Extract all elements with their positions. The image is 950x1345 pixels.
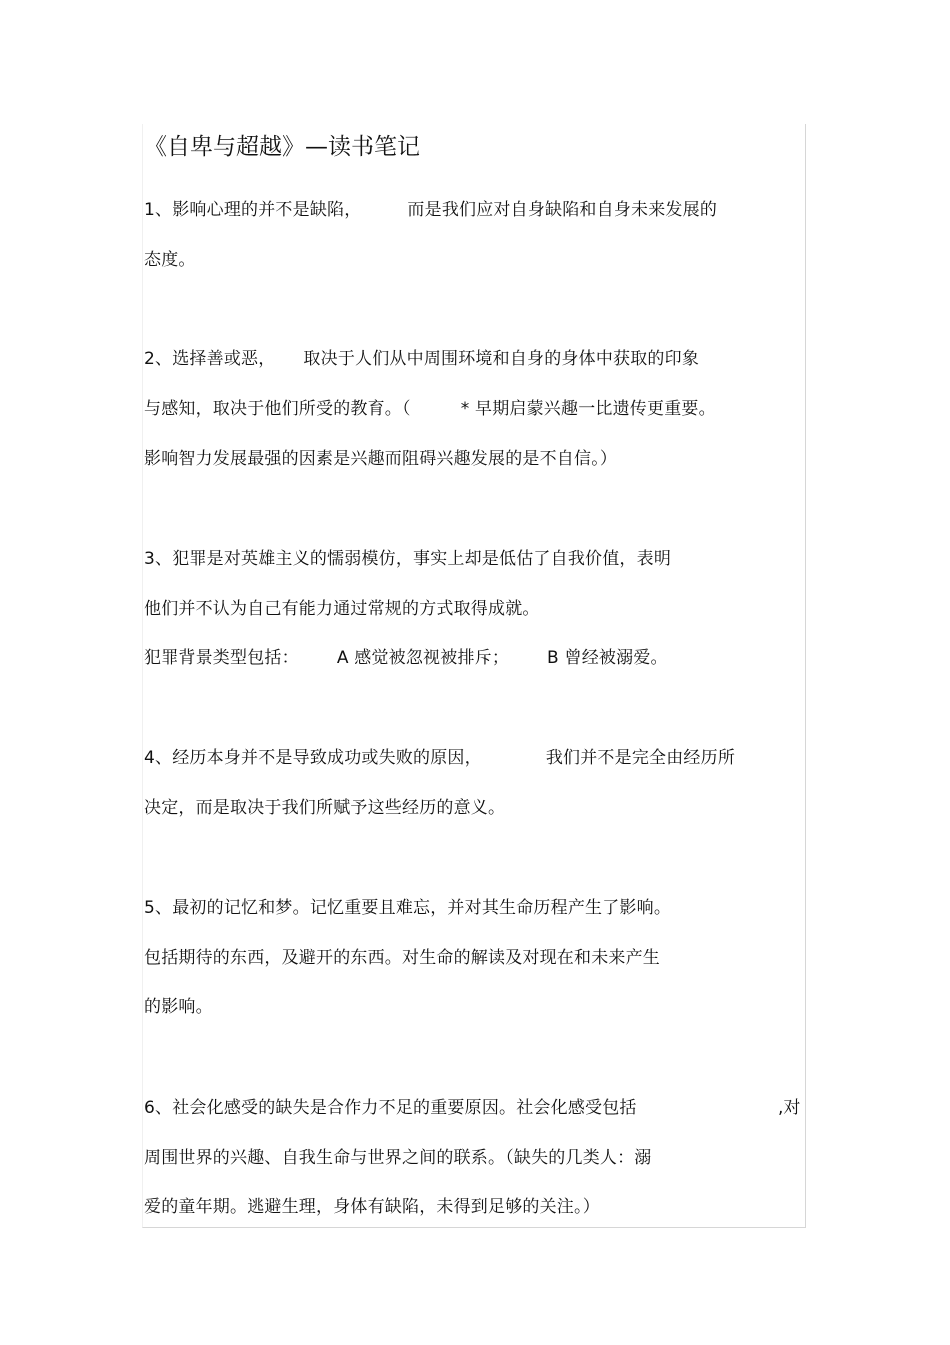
item-1-line-2-part-a: 态度。 [144,250,196,270]
item-4-line-2-part-a: 决定，而是取决于我们所赋予这些经历的意义。 [144,798,506,818]
item-1-line-1-part-b: 而是我们应对自身缺陷和自身未来发展的 [407,200,718,220]
item-5-line-2 [144,947,660,969]
item-2-line-1 [144,348,699,370]
item-3-line-2 [144,598,540,620]
item-5-line-3 [144,996,213,1018]
item-2-line-3-part-a: 影响智力发展最强的因素是兴趣而阻碍兴趣发展的是不自信。） [144,449,618,469]
item-6-line-3 [144,1196,600,1218]
item-5-line-1-part-a: 5、最初的记忆和梦。记忆重要且难忘，并对其生命历程产生了影响。 [144,898,672,918]
item-2-line-2-part-a: 与感知，取决于他们所受的教育。（ [144,399,411,419]
item-6-line-1-part-r: ,对 [778,1098,801,1118]
item-5-line-1 [144,897,671,919]
item-2-line-2-part-b: * 早期启蒙兴趣一比遗传更重要。 [460,399,716,419]
item-3-line-1-part-a: 3、犯罪是对英雄主义的懦弱模仿，事实上却是低估了自我价值，表明 [144,549,672,569]
document-title: 《自卑与超越》—读书笔记 [144,134,420,160]
item-3-line-3-part-c: B 曾经被溺爱。 [547,648,668,668]
item-6-line-3-part-a: 爱的童年期。逃避生理，身体有缺陷，未得到足够的关注。） [144,1197,600,1217]
page-frame [142,124,806,1228]
item-2-line-2 [144,398,716,420]
item-5-line-2-part-a: 包括期待的东西，及避开的东西。对生命的解读及对现在和未来产生 [144,948,660,968]
item-2-line-3 [144,448,617,470]
item-3-line-3-part-b: A 感觉被忽视被排斥； [336,648,510,668]
item-2-line-1-part-b: 取决于人们从中周围环境和自身的身体中获取的印象 [303,349,700,369]
item-6-line-2-part-a: 周围世界的兴趣、自我生命与世界之间的联系。（缺失的几类人：溺 [144,1148,652,1168]
item-3-line-3 [144,647,668,669]
item-4-line-2 [144,797,505,819]
item-5-line-3-part-a: 的影响。 [144,997,213,1017]
item-4-line-1 [144,747,735,769]
item-1-line-1-part-a: 1、影响心理的并不是缺陷， [144,200,362,220]
item-2-line-1-part-a: 2、选择善或恶， [144,349,276,369]
item-6-line-2 [144,1147,652,1169]
item-3-line-3-part-a: 犯罪背景类型包括： [144,648,299,668]
item-4-line-1-part-b: 我们并不是完全由经历所 [545,748,736,768]
item-6-line-1-part-a: 6、社会化感受的缺失是合作力不足的重要原因。社会化感受包括 [144,1098,637,1118]
item-3-line-2-part-a: 他们并不认为自己有能力通过常规的方式取得成就。 [144,599,540,619]
item-3-line-1 [144,548,671,570]
item-6-line-1 [144,1097,637,1119]
item-1-line-2 [144,249,196,271]
item-1-line-1 [144,199,717,221]
item-4-line-1-part-a: 4、经历本身并不是导致成功或失败的原因， [144,748,482,768]
